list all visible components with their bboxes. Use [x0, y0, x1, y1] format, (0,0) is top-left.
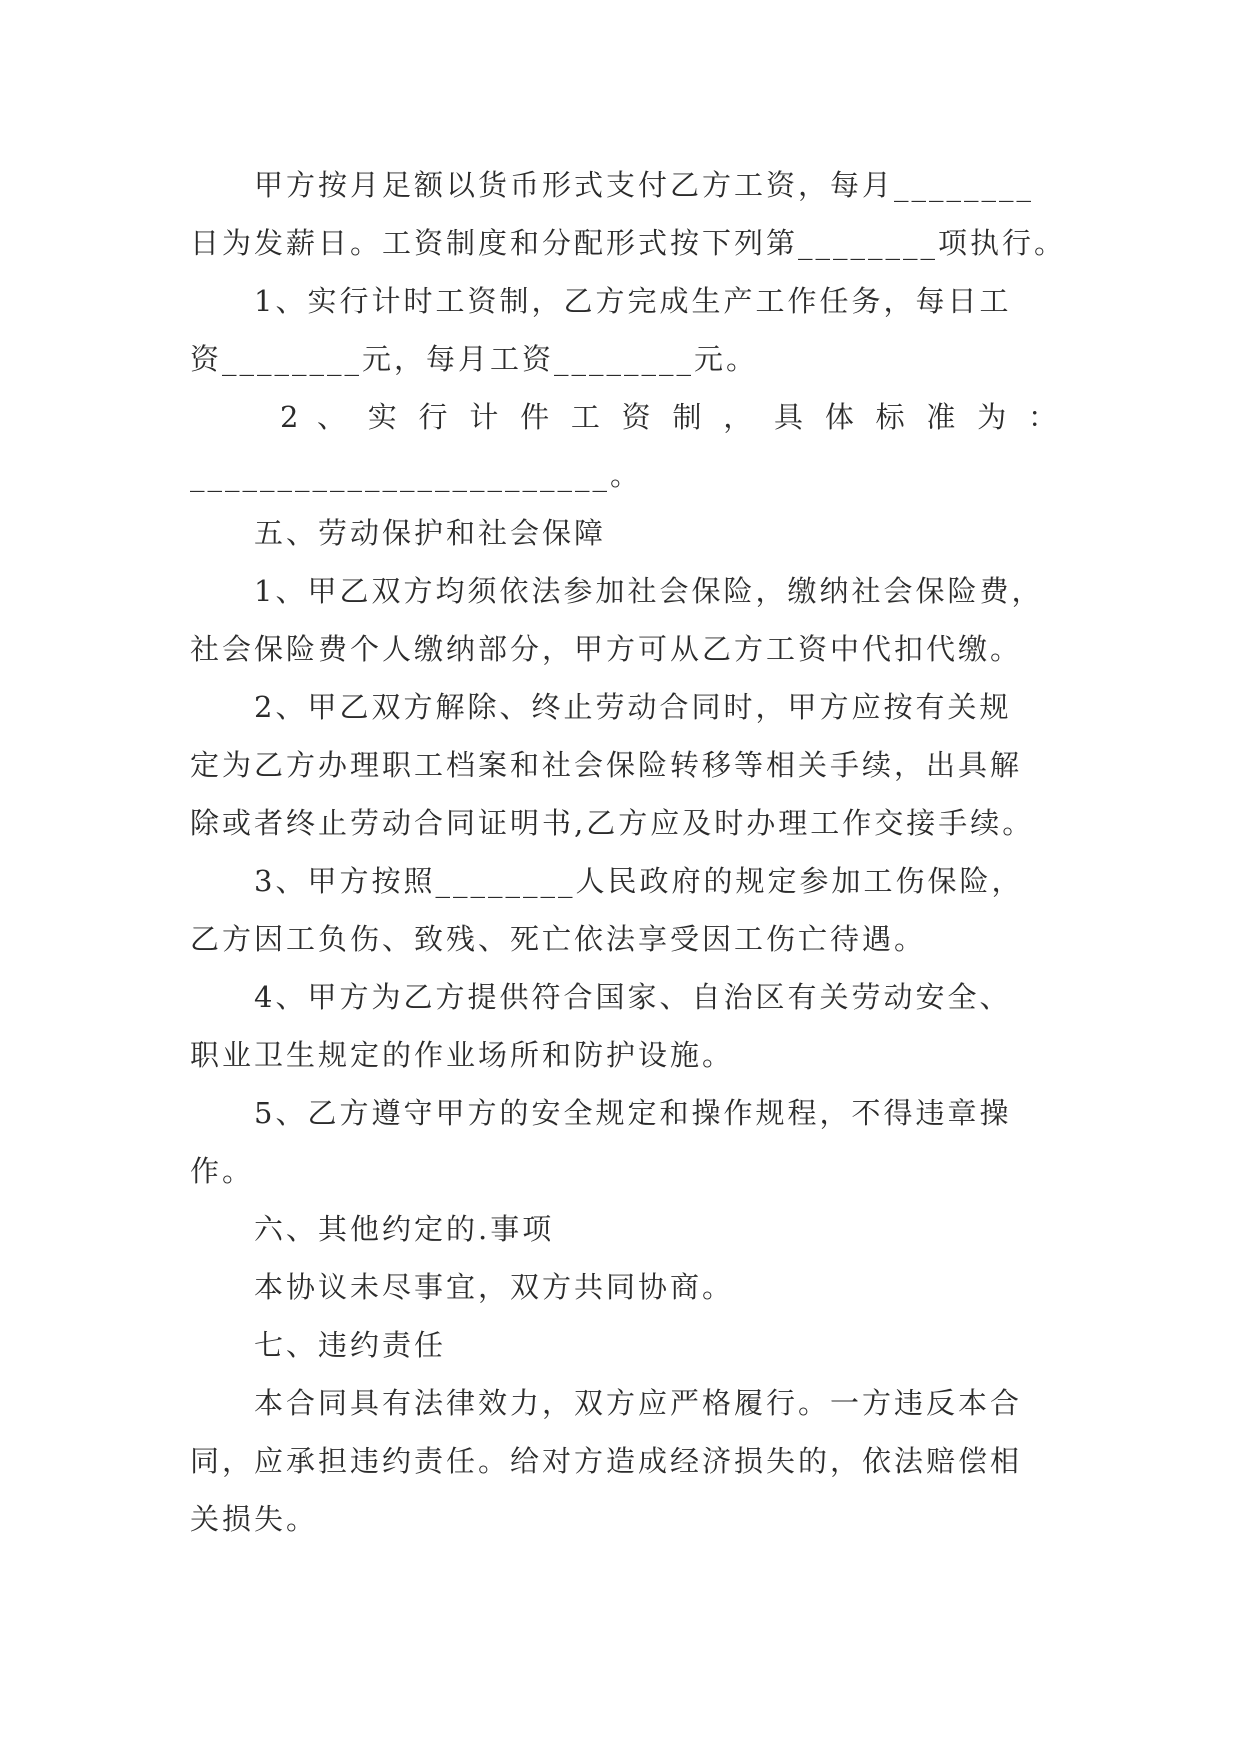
safety-rules-line-2: 作。 — [190, 1154, 255, 1188]
salary-payment-line-2: 日为发薪日。工资制度和分配形式按下列第________项执行。 — [190, 226, 1067, 260]
liability-line-2: 同，应承担违约责任。给对方造成经济损失的，依法赔偿相 — [190, 1444, 1023, 1478]
contract-body — [190, 156, 1067, 1548]
termination-line-2: 定为乙方办理职工档案和社会保险转移等相关手续，出具解 — [190, 748, 1023, 782]
injury-insurance-line-1: 3、甲方按照________人民政府的规定参加工伤保险， — [254, 864, 1024, 898]
time-wage-line-1: 1、实行计时工资制，乙方完成生产工作任务，每日工 — [254, 284, 1012, 318]
liability-line-3: 关损失。 — [190, 1502, 319, 1536]
termination-line-1: 2、甲乙双方解除、终止劳动合同时，甲方应按有关规 — [254, 690, 1012, 724]
time-wage-line-2: 资________元，每月工资________元。 — [190, 342, 759, 376]
termination-line-3: 除或者终止劳动合同证明书,乙方应及时办理工作交接手续。 — [190, 806, 1035, 840]
safety-facilities-line-2: 职业卫生规定的作业场所和防护设施。 — [190, 1038, 735, 1072]
safety-rules-line-1: 5、乙方遵守甲方的安全规定和操作规程，不得违章操 — [254, 1096, 1012, 1130]
safety-facilities-line-1: 4、甲方为乙方提供符合国家、自治区有关劳动安全、 — [254, 980, 1012, 1014]
section-heading-6: 六、其他约定的.事项 — [254, 1212, 555, 1246]
other-matters-line: 本协议未尽事宜，双方共同协商。 — [254, 1270, 735, 1304]
section-heading-7: 七、违约责任 — [254, 1328, 447, 1362]
piece-wage-line-1: 2 、 实 行 计 件 工 资 制 ， 具 体 标 准 为 ： — [280, 400, 1060, 434]
insurance-line-1: 1、甲乙双方均须依法参加社会保险，缴纳社会保险费， — [254, 574, 1044, 608]
insurance-line-2: 社会保险费个人缴纳部分，甲方可从乙方工资中代扣代缴。 — [190, 632, 1023, 666]
section-heading-5: 五、劳动保护和社会保障 — [254, 516, 607, 550]
liability-line-1: 本合同具有法律效力，双方应严格履行。一方违反本合 — [254, 1386, 1023, 1420]
piece-wage-line-2: ________________________。 — [190, 458, 643, 492]
salary-payment-line-1: 甲方按月足额以货币形式支付乙方工资，每月________ — [254, 168, 1035, 202]
injury-insurance-line-2: 乙方因工负伤、致残、死亡依法享受因工伤亡待遇。 — [190, 922, 927, 956]
